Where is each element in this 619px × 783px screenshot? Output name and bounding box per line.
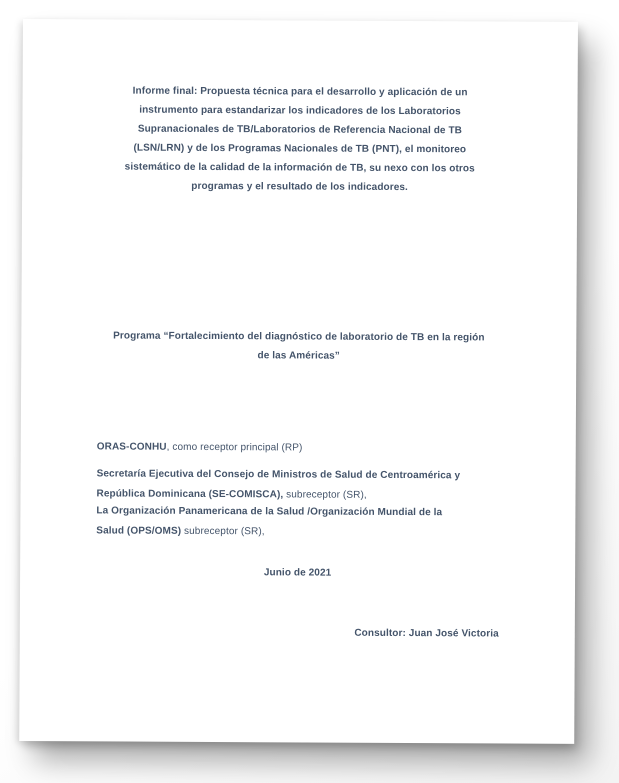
recipient-ops-oms-line-1 (96, 501, 499, 523)
program-line-2: de las Américas” (257, 350, 340, 362)
title-line-2: instrumento para estandarizar los indicadores de los Laboratorios (139, 104, 461, 118)
title-line-5: sistemático de la calidad de la información de TB, su nexo con los otros (124, 161, 475, 175)
recipient-ops-oms-role: subreceptor (SR), (181, 525, 265, 538)
title-line-3: Supranacionales de TB/Laboratorios de Referencia Nacional de TB (137, 123, 463, 137)
recipient-principal-role: , como receptor principal (RP) (166, 441, 303, 454)
recipient-ops-oms-name-part-2: Salud (OPS/OMS) (96, 525, 182, 537)
title-line-4: (LSN/LRN) y de los Programas Nacionales de TB (PNT), el monitoreo (133, 142, 467, 156)
recipient-se-comisca-name-part-2: República Dominicana (SE-COMISCA), (96, 488, 284, 501)
program-line-1: Programa “Fortalecimiento del diagnóstico de laboratorio de TB en la región (113, 330, 485, 344)
recipient-se-comisca (96, 464, 499, 506)
title-line-6: programas y el resultado de los indicadores. (191, 180, 408, 194)
recipient-principal-line (97, 437, 500, 459)
consultant-credit: Consultor: Juan José Victoria (354, 627, 499, 640)
recipient-se-comisca-role: subreceptor (SR), (283, 489, 367, 501)
recipient-ops-oms-name-part-1: La Organización Panamericana de la Salud /Organización Mundial de la (96, 505, 443, 519)
document-date: Junio de 2021 (263, 567, 332, 579)
document-title (98, 81, 502, 197)
recipient-ops-oms-line-2 (96, 521, 499, 543)
recipient-ops-oms (96, 501, 499, 543)
recipient-se-comisca-name-part-1: Secretaría Ejecutiva del Consejo de Ministros de Salud de Centroamérica y (96, 468, 461, 482)
program-name (97, 326, 500, 366)
recipient-principal (97, 437, 500, 459)
recipient-principal-name: ORAS-CONHU (96, 441, 167, 453)
recipient-se-comisca-line-1 (97, 464, 500, 486)
title-line-1: Informe final: Propuesta técnica para el desarrollo y aplicación de un (132, 85, 468, 99)
document-page (19, 19, 578, 744)
